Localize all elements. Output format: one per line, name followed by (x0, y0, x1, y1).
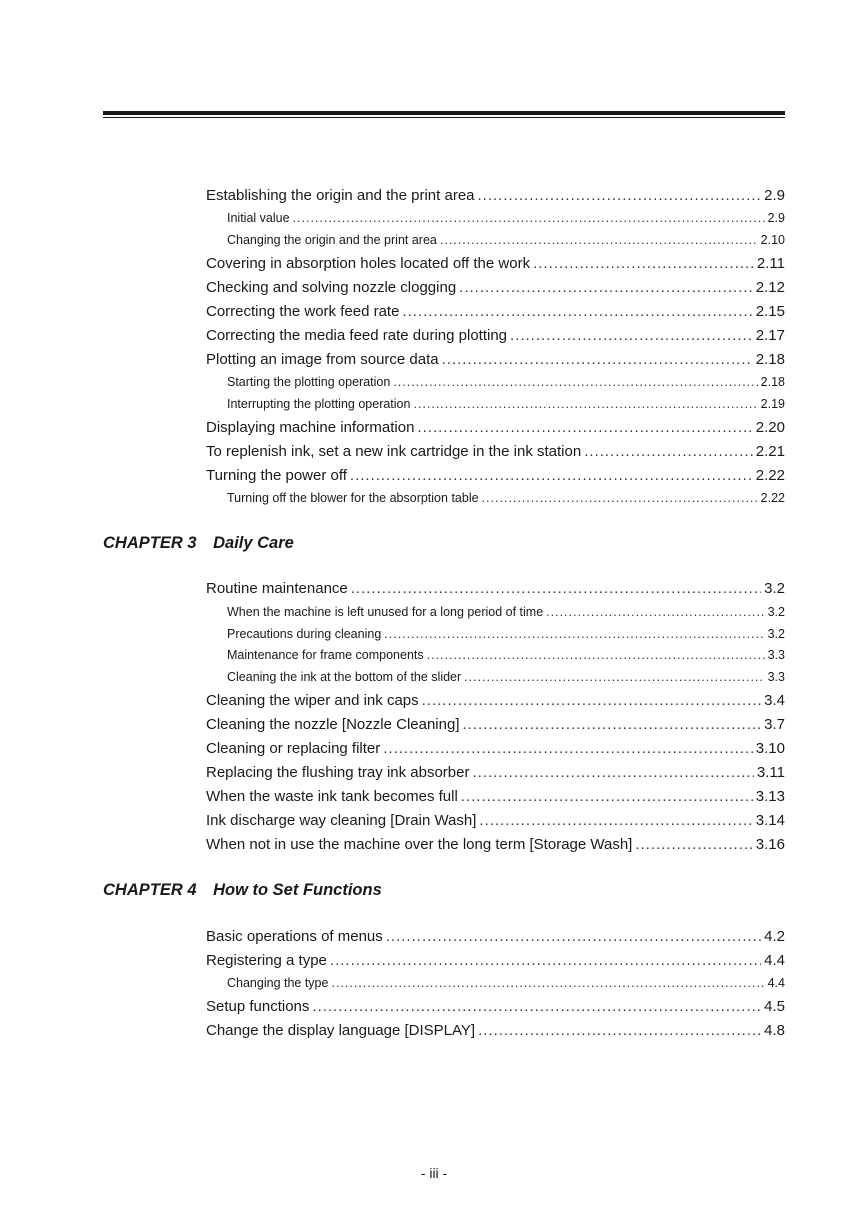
toc-entry-title: Change the display language [DISPLAY] (206, 1022, 476, 1039)
toc-leader-dots (312, 998, 761, 1015)
chapter-title: Daily Care (213, 534, 294, 552)
toc-entry[interactable] (206, 788, 785, 805)
toc-entry[interactable] (206, 764, 785, 781)
toc-entry-page: 3.2 (764, 580, 785, 597)
toc-subentry[interactable] (227, 627, 785, 641)
toc-entry-page: 4.8 (764, 1022, 785, 1039)
toc-leader-dots (461, 788, 753, 805)
toc-leader-dots (479, 812, 752, 829)
toc-entry-title: Starting the plotting operation (227, 375, 391, 389)
toc-leader-dots (533, 255, 754, 272)
toc-entry-page: 2.11 (756, 255, 785, 272)
toc-entry-title: Cleaning or replacing filter (206, 740, 381, 757)
toc-leader-dots (442, 351, 753, 368)
toc-entry-title: When the waste ink tank becomes full (206, 788, 458, 805)
toc-entry-title: Routine maintenance (206, 580, 348, 597)
toc-entry-title: When the machine is left unused for a long period of time (227, 605, 544, 619)
toc-entry-title: Turning off the blower for the absorption table (227, 491, 479, 505)
toc-entry-title: Changing the type (227, 976, 329, 990)
toc-entry-page: 4.4 (767, 976, 785, 990)
toc-entry[interactable] (206, 952, 785, 969)
toc-entry-title: Establishing the origin and the print area (206, 187, 475, 204)
toc-entry-page: 2.9 (767, 211, 785, 225)
toc-entry-page: 3.3 (767, 670, 785, 684)
toc-leader-dots (546, 605, 764, 619)
toc-leader-dots (350, 467, 753, 484)
toc-leader-dots (478, 1022, 761, 1039)
toc-entry[interactable] (206, 187, 785, 204)
toc-leader-dots (440, 233, 758, 247)
toc-entry-title: Interrupting the plotting operation (227, 397, 411, 411)
toc-entry-title: Replacing the flushing tray ink absorber (206, 764, 470, 781)
toc-entry-title: Correcting the media feed rate during plotting (206, 327, 508, 344)
toc-entry-title: Registering a type (206, 952, 327, 969)
toc-leader-dots (635, 836, 752, 853)
toc-entry-title: Changing the origin and the print area (227, 233, 437, 247)
toc-entry[interactable] (206, 255, 785, 272)
toc-subentry[interactable] (227, 491, 785, 505)
toc-entry-page: 2.18 (755, 351, 785, 368)
toc-entry-page: 3.7 (764, 716, 785, 733)
toc-subentry[interactable] (227, 605, 785, 619)
toc-entry-title: Cleaning the nozzle [Nozzle Cleaning] (206, 716, 460, 733)
toc-subentry[interactable] (227, 670, 785, 684)
toc-entry-page: 2.17 (755, 327, 785, 344)
toc-entry-page: 4.5 (764, 998, 785, 1015)
toc-entry-page: 2.10 (760, 233, 785, 247)
toc-entry[interactable] (206, 1022, 785, 1039)
header-rule-thin (103, 117, 785, 118)
toc-entry-title: When not in use the machine over the long term [Storage Wash] (206, 836, 633, 853)
toc-entry-page: 4.2 (764, 928, 785, 945)
toc-entry-page: 3.14 (755, 812, 785, 829)
toc-entry-page: 3.2 (767, 627, 785, 641)
toc-entry-page: 3.10 (755, 740, 785, 757)
toc-entry-title: Setup functions (206, 998, 310, 1015)
toc-entry-title: To replenish ink, set a new ink cartridge in the ink station (206, 443, 582, 460)
chapter-number: CHAPTER 4 (103, 881, 197, 899)
toc-entry[interactable] (206, 836, 785, 853)
page-number-footer: - iii - (420, 1165, 448, 1181)
toc-entry-page: 2.15 (755, 303, 785, 320)
toc-entry[interactable] (206, 740, 785, 757)
toc-entry-page: 2.20 (755, 419, 785, 436)
toc-entry[interactable] (206, 327, 785, 344)
toc-entry-page: 3.13 (755, 788, 785, 805)
toc-leader-dots (386, 928, 761, 945)
toc-entry-page: 2.22 (755, 467, 785, 484)
toc-entry-page: 2.21 (755, 443, 785, 460)
toc-entry[interactable] (206, 443, 785, 460)
toc-leader-dots (384, 627, 764, 641)
toc-entry-title: Cleaning the ink at the bottom of the slider (227, 670, 462, 684)
toc-entry[interactable] (206, 467, 785, 484)
toc-leader-dots (464, 670, 764, 684)
toc-entry-title: Basic operations of menus (206, 928, 383, 945)
toc-leader-dots (351, 580, 761, 597)
toc-leader-dots (293, 211, 765, 225)
toc-leader-dots (427, 648, 765, 662)
toc-leader-dots (472, 764, 753, 781)
toc-entry-title: Precautions during cleaning (227, 627, 382, 641)
toc-entry[interactable] (206, 419, 785, 436)
chapter-number: CHAPTER 3 (103, 534, 197, 552)
toc-entry-title: Cleaning the wiper and ink caps (206, 692, 419, 709)
toc-subentry[interactable] (227, 397, 785, 411)
toc-leader-dots (584, 443, 753, 460)
toc-subentry[interactable] (227, 976, 785, 990)
toc-entry[interactable] (206, 580, 785, 597)
toc-entry[interactable] (206, 279, 785, 296)
toc-leader-dots (422, 692, 762, 709)
toc-leader-dots (482, 491, 758, 505)
toc-leader-dots (330, 952, 761, 969)
toc-entry[interactable] (206, 998, 785, 1015)
toc-entry-page: 4.4 (764, 952, 785, 969)
toc-leader-dots (383, 740, 753, 757)
chapter-title: How to Set Functions (213, 881, 382, 899)
toc-entry-title: Ink discharge way cleaning [Drain Wash] (206, 812, 477, 829)
toc-leader-dots (413, 397, 757, 411)
toc-entry[interactable] (206, 351, 785, 368)
toc-entry-page: 2.18 (760, 375, 785, 389)
toc-entry-title: Checking and solving nozzle clogging (206, 279, 457, 296)
toc-entry-page: 2.19 (760, 397, 785, 411)
toc-entry[interactable] (206, 928, 785, 945)
toc-subentry[interactable] (227, 211, 785, 225)
toc-leader-dots (462, 716, 761, 733)
toc-entry-title: Initial value (227, 211, 290, 225)
toc-entry[interactable] (206, 692, 785, 709)
toc-leader-dots (478, 187, 762, 204)
toc-entry-page: 3.16 (755, 836, 785, 853)
toc-entry[interactable] (206, 303, 785, 320)
toc-entry-title: Correcting the work feed rate (206, 303, 400, 320)
toc-entry-page: 3.3 (767, 648, 785, 662)
toc-subentry[interactable] (227, 233, 785, 247)
toc-entry-title: Turning the power off (206, 467, 347, 484)
toc-entry[interactable] (206, 812, 785, 829)
toc-subentry[interactable] (227, 648, 785, 662)
toc-leader-dots (331, 976, 764, 990)
toc-entry-title: Maintenance for frame components (227, 648, 424, 662)
toc-entry-page: 2.12 (755, 279, 785, 296)
toc-entry-page: 2.9 (764, 187, 785, 204)
toc-leader-dots (459, 279, 753, 296)
toc-entry-title: Displaying machine information (206, 419, 415, 436)
toc-entry-page: 3.11 (756, 764, 785, 781)
toc-entry[interactable] (206, 716, 785, 733)
toc-entry-page: 3.4 (764, 692, 785, 709)
toc-leader-dots (402, 303, 752, 320)
chapter-heading-4[interactable] (103, 881, 382, 900)
header-rule-thick (103, 111, 785, 115)
toc-entry-title: Covering in absorption holes located off the work (206, 255, 531, 272)
toc-leader-dots (393, 375, 757, 389)
toc-leader-dots (510, 327, 753, 344)
toc-leader-dots (417, 419, 752, 436)
toc-subentry[interactable] (227, 375, 785, 389)
toc-entry-title: Plotting an image from source data (206, 351, 439, 368)
toc-entry-page: 3.2 (767, 605, 785, 619)
toc-entry-page: 2.22 (760, 491, 785, 505)
chapter-heading-3[interactable] (103, 534, 294, 553)
